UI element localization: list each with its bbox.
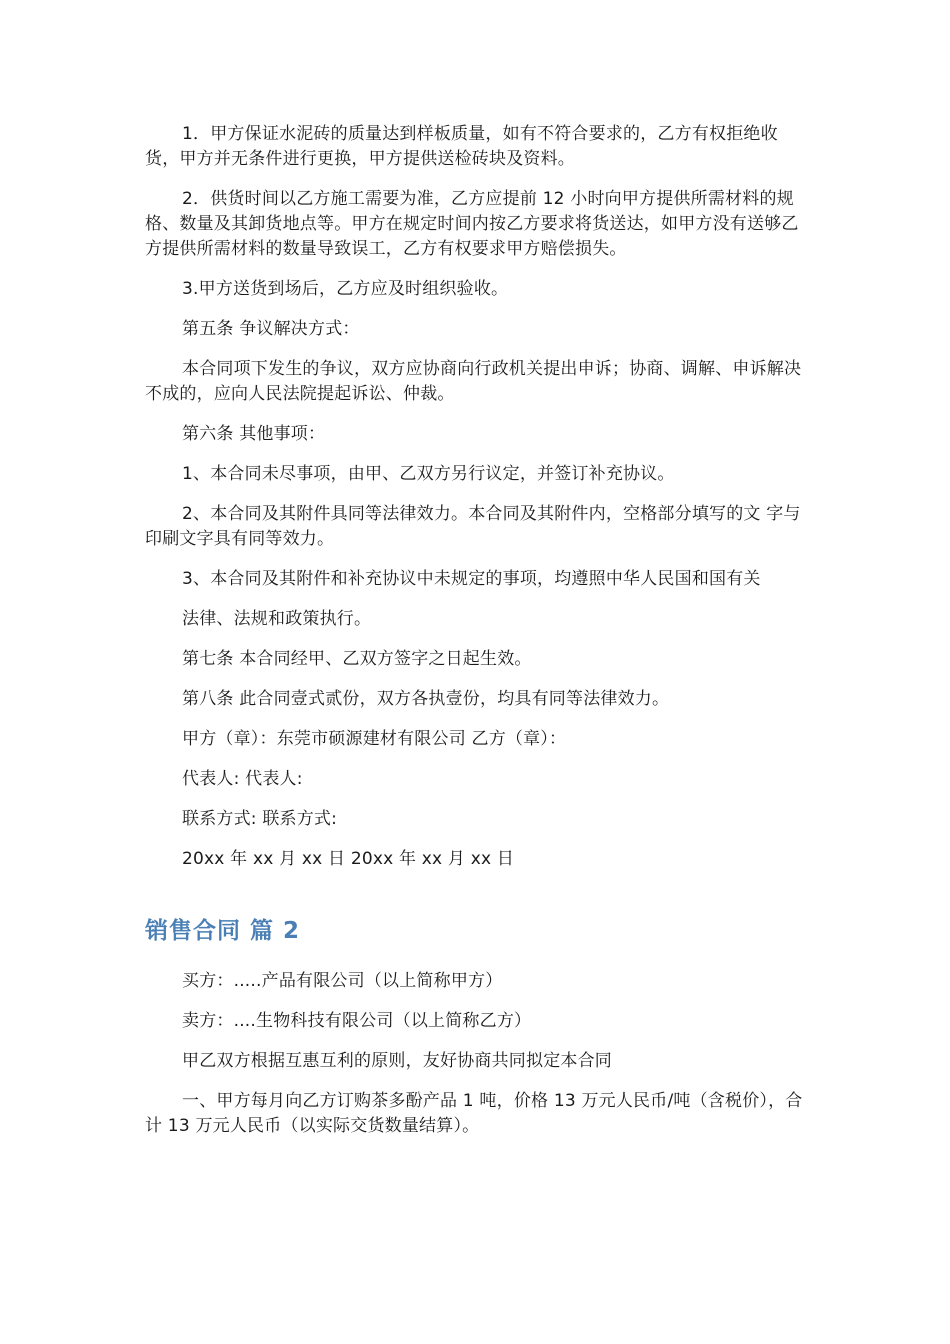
article-eight: 第八条 此合同壹式贰份，双方各执壹份，均具有同等法律效力。 [182, 689, 670, 709]
document-page [145, 122, 810, 1154]
section-heading: 销售合同 篇 2 [145, 918, 301, 944]
article-seven: 第七条 本合同经甲、乙双方签字之日起生效。 [182, 649, 532, 669]
article-six-item-3-cont: 法律、法规和政策执行。 [182, 609, 372, 629]
article-five-title: 第五条 争议解决方式： [182, 319, 360, 339]
seller-line: 卖方：....生物科技有限公司（以上简称乙方） [182, 1011, 532, 1031]
representatives: 代表人: 代表人: [182, 769, 303, 789]
clause-order: 一、甲方每月向乙方订购茶多酚产品 1 吨，价格 13 万元人民币/吨（含税价），合计 13 万元人民币（以实际交货数量结算）。 [145, 1091, 803, 1136]
preamble: 甲乙双方根据互惠互利的原则，友好协商共同拟定本合同 [182, 1051, 612, 1071]
signing-dates: 20xx 年 xx 月 xx 日 20xx 年 xx 月 xx 日 [182, 849, 515, 869]
article-six-item-2: 2、本合同及其附件具同等法律效力。本合同及其附件内，空格部分填写的文 字与印刷文字具有同等效力。 [145, 504, 801, 549]
article-five-body: 本合同项下发生的争议，双方应协商向行政机关提出申诉；协商、调解、申诉解决不成的，应向人民法院提起诉讼、仲裁。 [145, 359, 802, 404]
contact-info: 联系方式: 联系方式: [182, 809, 338, 829]
party-seals: 甲方（章）：东莞市硕源建材有限公司 乙方（章）： [182, 729, 567, 749]
article-six-item-3: 3、本合同及其附件和补充协议中未规定的事项，均遵照中华人民国和国有关 [182, 569, 761, 589]
clause-delivery-time: 2．供货时间以乙方施工需要为准，乙方应提前 12 小时向甲方提供所需材料的规格、数量及其卸货地点等。甲方在规定时间内按乙方要求将货送达，如甲方没有送够乙方提供所需材料的数量导致误工，乙方有权要求甲方赔偿损失。 [145, 189, 799, 259]
clause-quality: 1．甲方保证水泥砖的质量达到样板质量，如有不符合要求的，乙方有权拒绝收货，甲方并无条件进行更换，甲方提供送检砖块及资料。 [145, 124, 778, 169]
article-six-item-1: 1、本合同未尽事项，由甲、乙双方另行议定，并签订补充协议。 [182, 464, 675, 484]
buyer-line: 买方：.....产品有限公司（以上简称甲方） [182, 971, 503, 991]
article-six-title: 第六条 其他事项： [182, 424, 326, 444]
clause-acceptance: 3.甲方送货到场后，乙方应及时组织验收。 [182, 279, 509, 299]
